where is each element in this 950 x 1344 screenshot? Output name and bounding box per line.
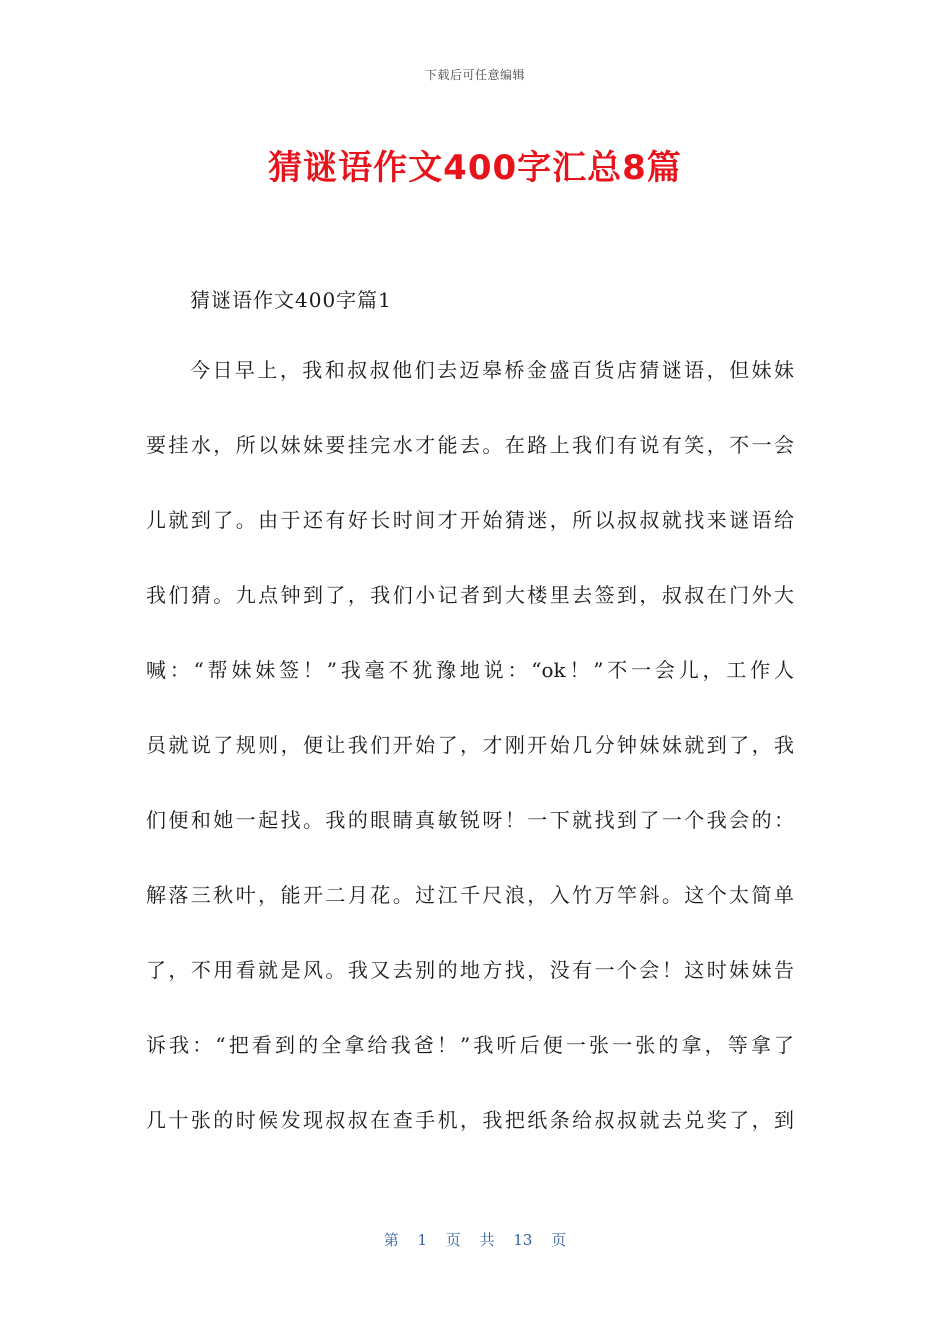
total-pages-number: 13 [513,1231,533,1249]
page-label-prefix: 第 [383,1231,399,1249]
page-footer [0,1229,950,1250]
page-label-suffix: 页 [551,1231,567,1249]
paragraph-line: 要挂水，所以妹妹要挂完水才能去。在路上我们有说有笑，不一会 [146,433,794,457]
paragraph-line: 喊：“帮妹妹签！”我毫不犹豫地说：“ok！”不一会儿，工作人 [146,658,794,682]
paragraph-line: 了，不用看就是风。我又去别的地方找，没有一个会！这时妹妹告 [146,958,794,982]
paragraph-line: 员就说了规则，便让我们开始了，才刚开始几分钟妹妹就到了，我 [146,733,794,757]
paragraph-line: 们便和她一起找。我的眼睛真敏锐呀！一下就找到了一个我会的： [146,808,794,832]
document-title: 猜谜语作文400字汇总8篇 [268,148,682,188]
current-page-number: 1 [417,1231,428,1249]
body-text [146,352,794,1177]
paragraph-line: 几十张的时候发现叔叔在查手机，我把纸条给叔叔就去兑奖了，到 [146,1108,794,1132]
paragraph-line: 我们猜。九点钟到了，我们小记者到大楼里去签到，叔叔在门外大 [146,583,794,607]
paragraph-line: 今日早上，我和叔叔他们去迈皋桥金盛百货店猜谜语，但妹妹 [190,358,794,382]
page-label-mid: 页 共 [445,1231,495,1249]
paragraph-line: 解落三秋叶，能开二月花。过江千尺浪，入竹万竿斜。这个太简单 [146,883,794,907]
page-header-note: 下载后可任意编辑 [424,68,525,82]
paragraph-line: 诉我：“把看到的全拿给我爸！”我听后便一张一张的拿，等拿了 [146,1033,794,1057]
paragraph-line: 儿就到了。由于还有好长时间才开始猜迷，所以叔叔就找来谜语给 [146,508,794,532]
section-heading: 猜谜语作文400字篇1 [190,288,392,312]
